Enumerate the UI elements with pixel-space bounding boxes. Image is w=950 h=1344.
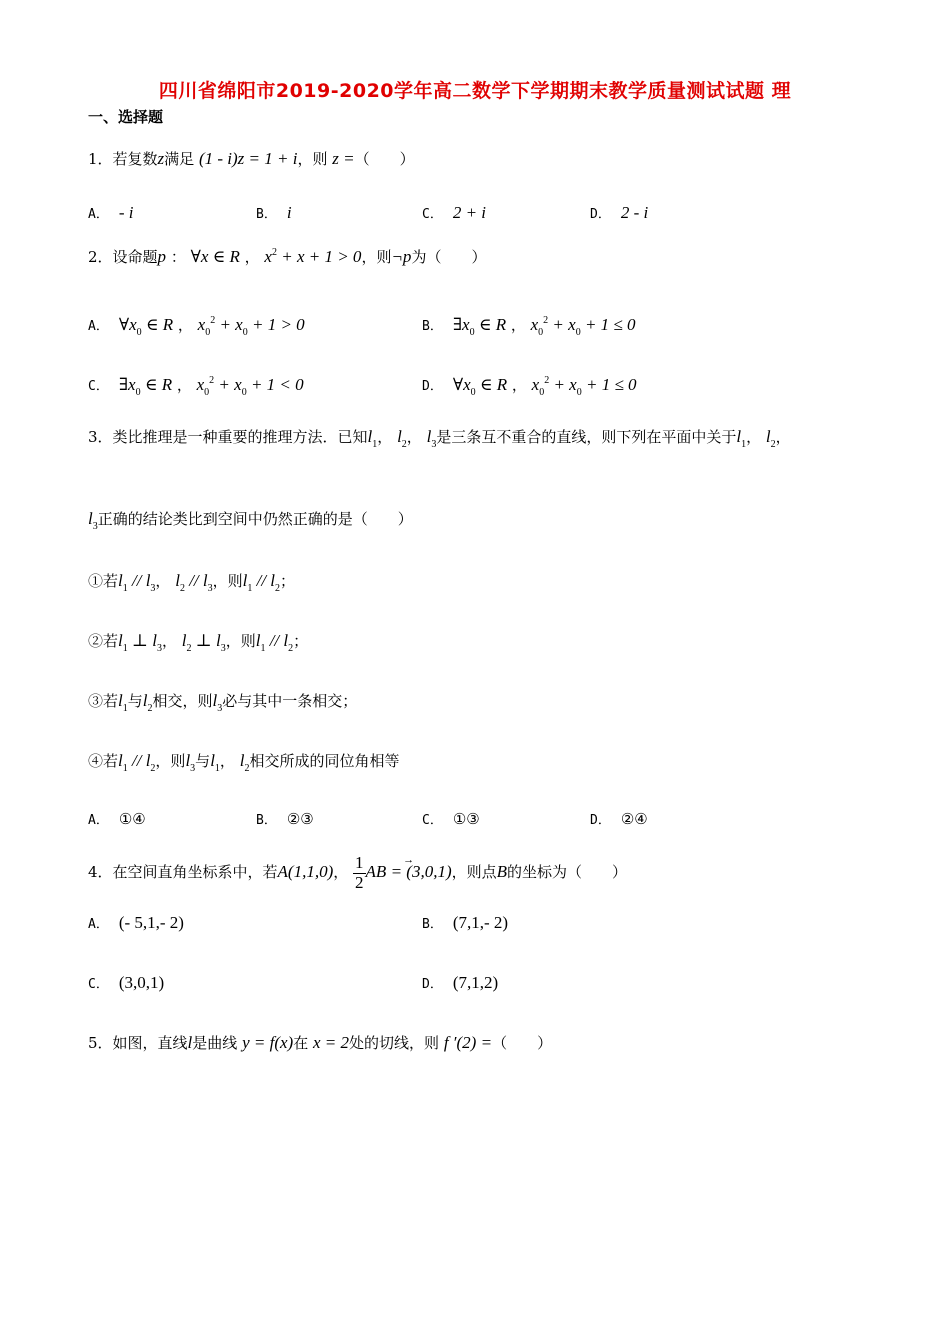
fraction-one-half: $\frac{1}{2}$ [355, 852, 364, 892]
q1-option-d[interactable]: D． 2 - i [590, 203, 649, 222]
question-4: 4．在空间直角坐标系中，若A(1,1,0)， $\frac{1}{2}$ → AB = (3,0,1)，则点B的坐标为（ ） [88, 852, 627, 892]
section-heading: 一、选择题 [88, 108, 164, 126]
q3-statement-3: ③若$l_1$与$l_2$相交，则$l_3$必与其中一条相交； [88, 691, 358, 714]
q2-option-c[interactable]: C． $\exists x_0$ ∈ R ， $x_0^2 + x_0 + 1 < 0$ [88, 375, 304, 398]
q4-option-d[interactable]: D． (7,1,2) [422, 973, 499, 992]
q3-option-c[interactable]: C． ①③ [422, 810, 480, 828]
q3-statement-1: ①若$l_1 // l_3$， $l_2 // l_3$，则$l_1 // l_2$； [88, 571, 296, 594]
question-2: 2．设命题p ： ∀x ∈ R ， $x^2 + x + 1 > 0$，则¬p为（ ） [88, 247, 487, 266]
question-1: 1．若复数z满足 (1 - i)z = 1 + i，则 z =（ ） [88, 149, 415, 168]
q4-option-c[interactable]: C． (3,0,1) [88, 973, 165, 992]
q1-option-a[interactable]: A． - i [88, 203, 134, 222]
q2-option-a[interactable]: A． $\forall x_0$ ∈ R ， $x_0^2 + x_0 + 1 > 0$ [88, 315, 305, 338]
question-3: 3．类比推理是一种重要的推理方法．已知$l_1$， $l_2$， $l_3$是三条互不重合的直线，则下列在平面中关于$l_1$， $l_2$， [88, 427, 791, 450]
page-title: 四川省绵阳市2019-2020学年高二数学下学期期末教学质量测试试题 理 [158, 80, 792, 102]
question-3-line-2: $l_3$正确的结论类比到空间中仍然正确的是（ ） [88, 509, 413, 532]
q4-option-a[interactable]: A． (- 5,1,- 2) [88, 913, 184, 932]
q3-option-d[interactable]: D． ②④ [590, 810, 648, 828]
q3-option-b[interactable]: B． ②③ [256, 810, 314, 828]
question-5: 5．如图，直线l是曲线 y = f(x)在 x = 2处的切线，则 f ′(2) =（ ） [88, 1033, 553, 1052]
q3-statement-4: ④若$l_1 // l_2$，则$l_3$与$l_1$， $l_2$相交所成的同位角相等 [88, 751, 400, 774]
q1-option-b[interactable]: B． i [256, 203, 292, 222]
q4-option-b[interactable]: B． (7,1,- 2) [422, 913, 509, 932]
q2-option-b[interactable]: B． $\exists x_0$ ∈ R ， $x_0^2 + x_0 + 1 \le 0$ [422, 315, 636, 338]
q3-option-a[interactable]: A． ①④ [88, 810, 146, 828]
q3-statement-2: ②若$l_1$ ⊥ $l_3$， $l_2$ ⊥ $l_3$，则$l_1 // l_2$； [88, 631, 309, 654]
q2-option-d[interactable]: D． $\forall x_0$ ∈ R ， $x_0^2 + x_0 + 1 \le 0$ [422, 375, 637, 398]
q1-option-c[interactable]: C． 2 + i [422, 203, 487, 222]
